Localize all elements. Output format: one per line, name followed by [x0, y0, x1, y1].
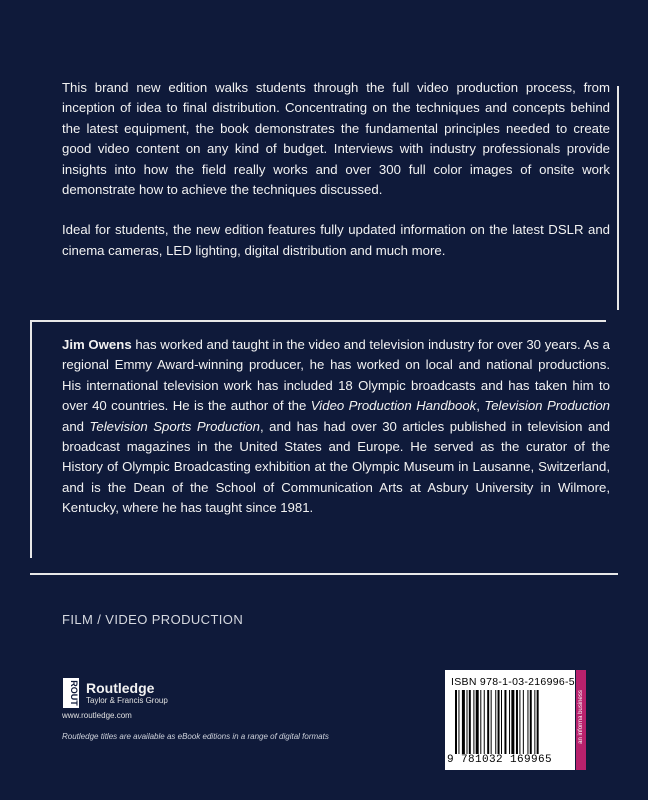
- publisher-name: Routledge: [86, 679, 155, 696]
- barcode-digits: 9 781032 169965: [447, 754, 553, 766]
- book-title-3: Television Sports Production: [89, 418, 260, 434]
- routledge-logo-icon: [62, 678, 80, 708]
- informa-label: an informa business: [578, 690, 584, 744]
- book-blurb: [62, 78, 610, 281]
- top-divider-line: [30, 320, 606, 322]
- book-title-2: Television Production: [484, 398, 610, 414]
- isbn-label: ISBN 978-1-03-216996-5: [451, 676, 575, 688]
- bottom-divider-line: [30, 573, 618, 575]
- book-separator-1: ,: [476, 398, 485, 414]
- subject-category: FILM / VIDEO PRODUCTION: [62, 612, 244, 627]
- publisher-logo: [62, 678, 168, 708]
- right-divider-line: [617, 86, 619, 310]
- svg-text:ROUT: ROUT: [69, 680, 79, 706]
- publisher-url[interactable]: www.routledge.com: [62, 711, 132, 720]
- blurb-paragraph-2: Ideal for students, the new edition features fully updated information on the latest DSLR and cinema cameras, LED lighting, digital distribution and much more.: [62, 222, 610, 258]
- book-separator-2: and: [62, 418, 90, 434]
- publisher-group: Taylor & Francis Group: [86, 695, 168, 705]
- blurb-paragraph-1: This brand new edition walks students through the full video production process, from inception of idea to final distribution. Concentrating on the techniques and concepts behind the latest equipment, the book demonstrates the fundamental principles needed to create good video content on any kind of budget. Interviews with industry professionals provide insights into how the field really works and over 300 full color images of onsite work demonstrate how to achieve the techniques discussed.: [62, 80, 610, 198]
- author-name: Jim Owens: [62, 337, 132, 352]
- ebook-footnote: Routledge titles are available as eBook editions in a range of digital formats: [62, 732, 329, 741]
- author-bio: [62, 335, 610, 519]
- book-title-1: Video Production Handbook: [310, 398, 477, 414]
- author-bio-text-1: has worked and taught in the video and television industry for over 30 years. As a regional Emmy Award-winning producer, he has worked on local and national productions. His international television work has included 18 Olympic broadcasts and has taken him to over 40 countries. He is the author of the: [62, 337, 610, 414]
- author-bio-text-2: , and has had over 30 articles published in television and broadcast magazines in the United States and Europe. He served as the curator of the History of Olympic Broadcasting exhibition at the Olympic Museum in Lausanne, Switzerland, and is the Dean of the School of Communication Arts at Asbury University in Wilmore, Kentucky, where he has taught since 1981.: [62, 418, 610, 516]
- barcode-bars: [455, 690, 567, 754]
- informa-badge: [576, 670, 586, 770]
- left-divider-line: [30, 320, 32, 558]
- isbn-barcode: [445, 670, 575, 770]
